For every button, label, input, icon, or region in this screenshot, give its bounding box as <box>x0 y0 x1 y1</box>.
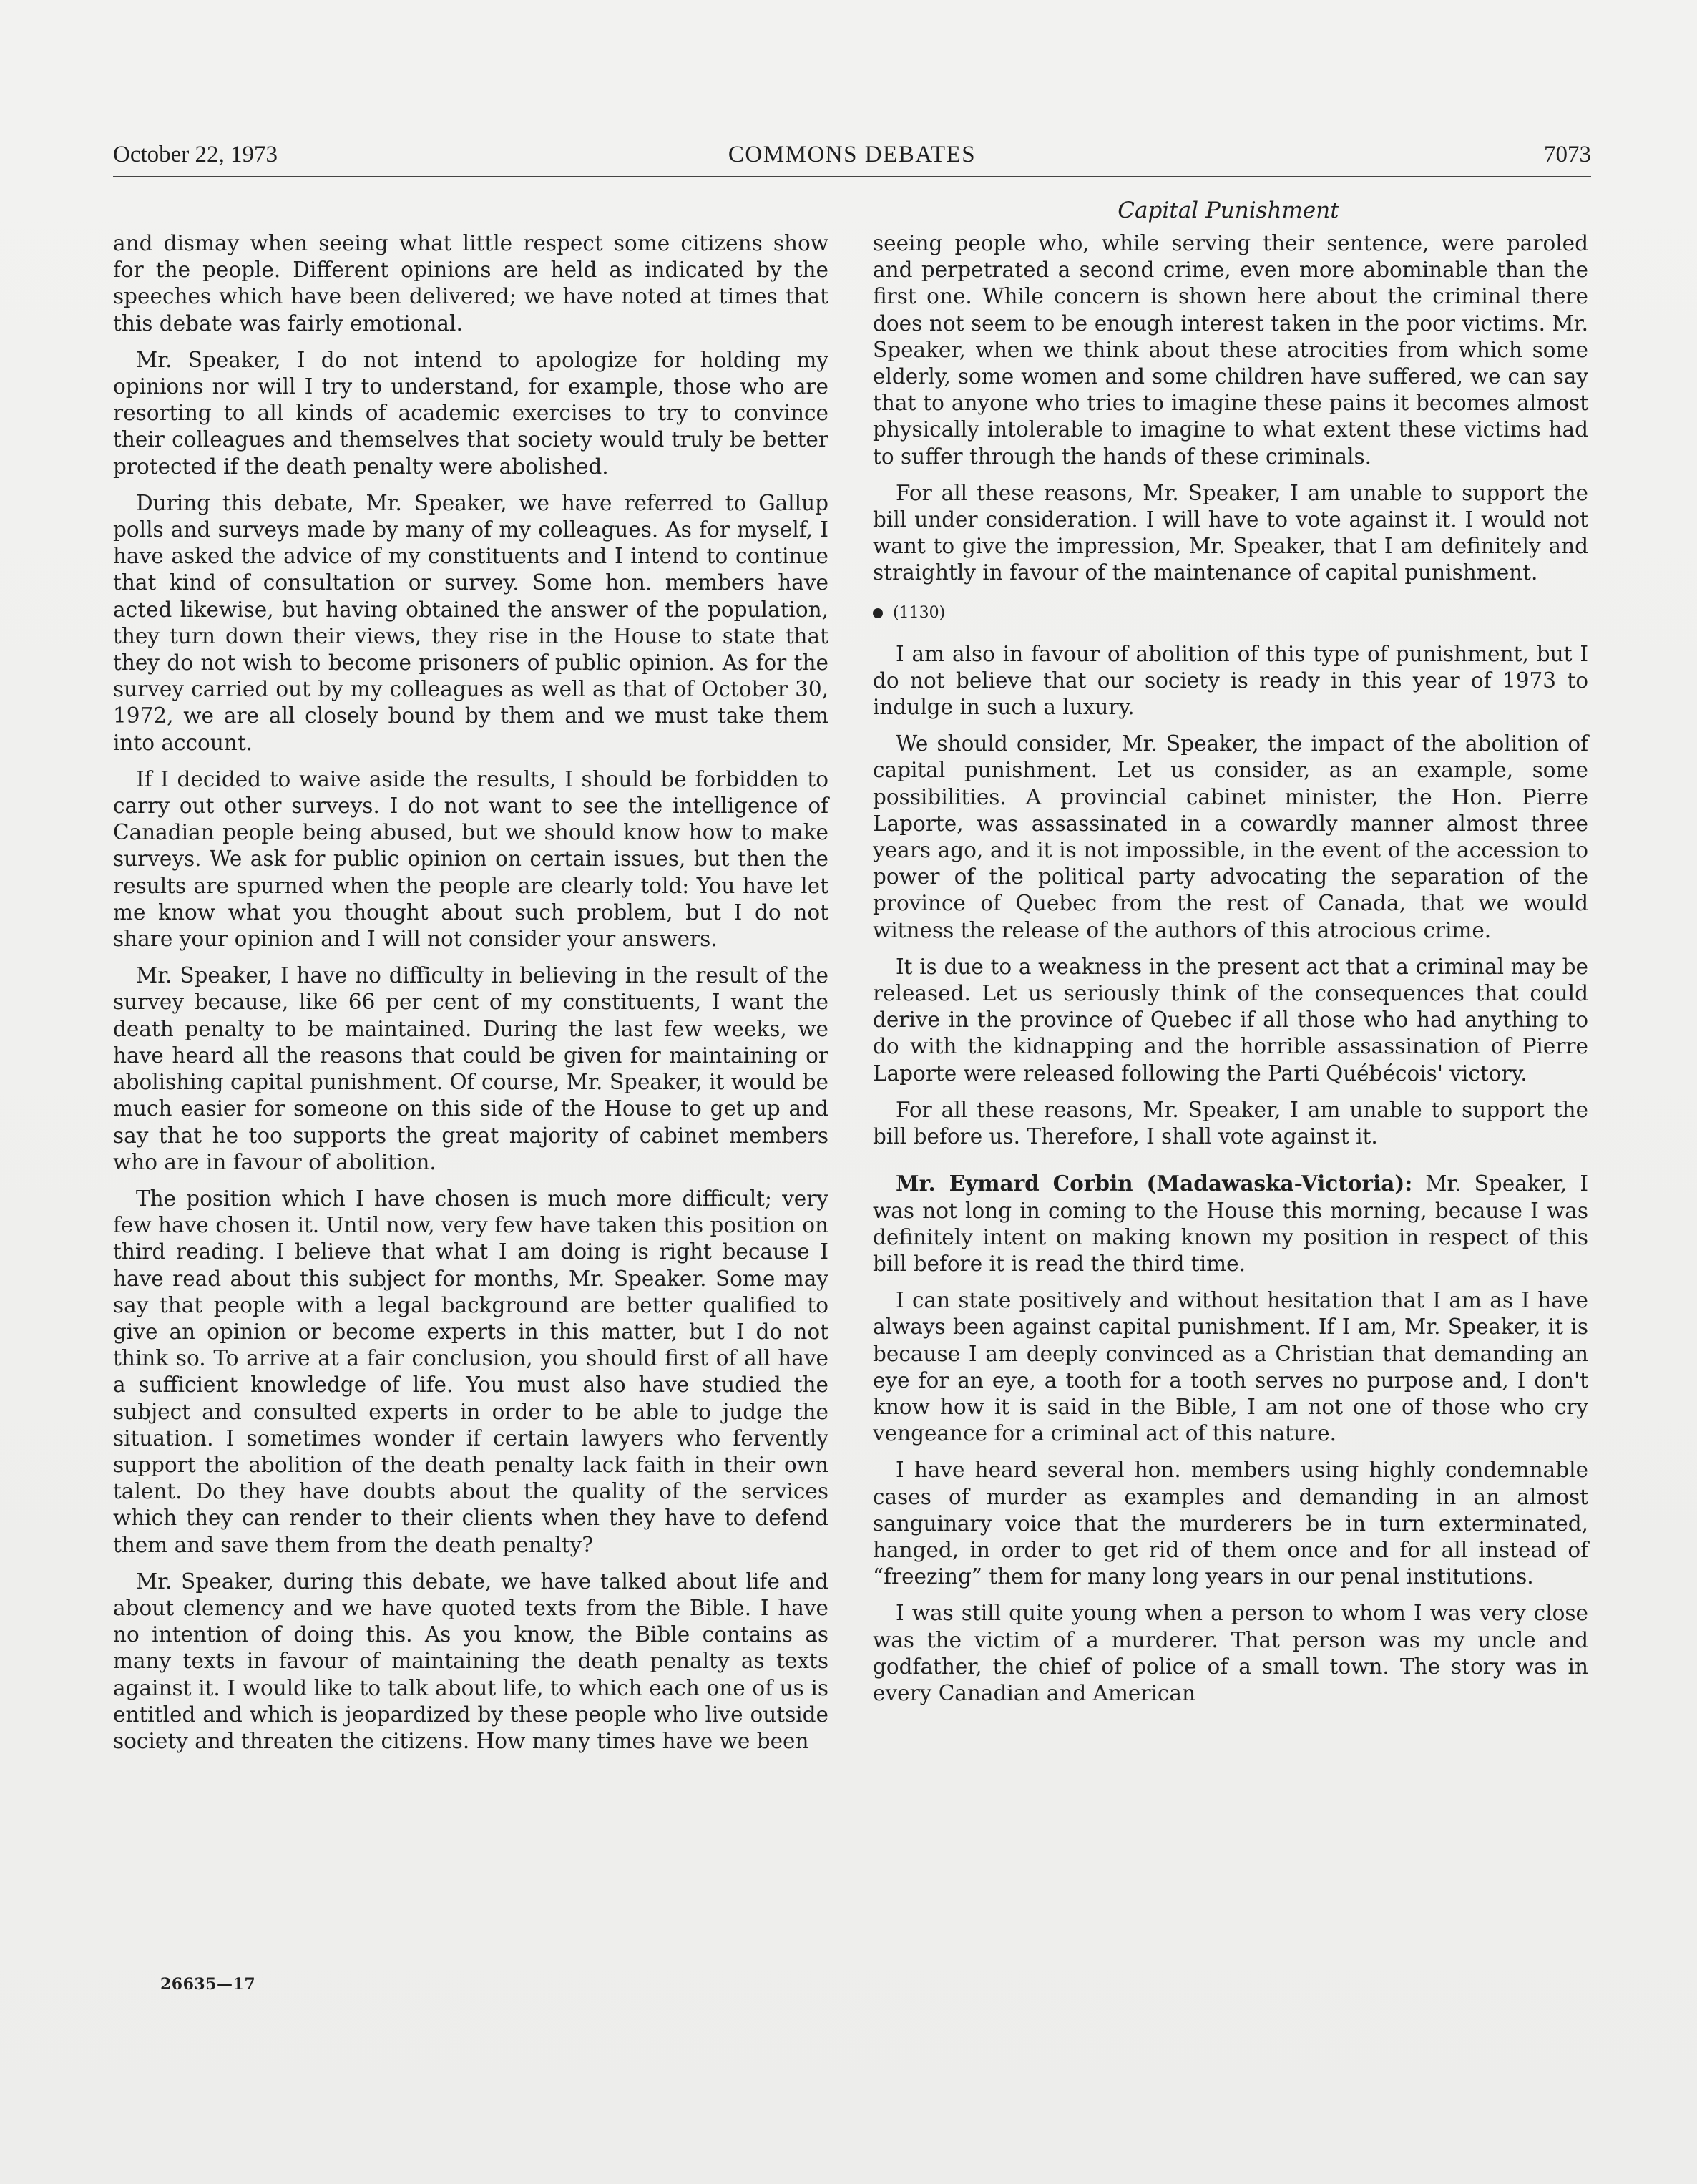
paragraph: It is due to a weakness in the present act that a criminal may be released. Let us seriously think of the consequences that could derive in the province of Quebec if all those who had anything to do with the kidnapping and the horrible assassination of Pierre Laporte were released following the Parti Québécois' victory. <box>873 954 1588 1086</box>
time-marker-label: (1130) <box>893 603 946 622</box>
header-date: October 22, 1973 <box>113 142 278 167</box>
paragraph: If I decided to waive aside the results, I should be forbidden to carry out other surveys. I do not want to see the intelligence of Canadian people being abused, but we should know how to make surveys. We ask for public opinion on certain issues, but then the results are spurned when the people are clearly told: You have let me know what you thought about such problem, but I do not share your opinion and I will not consider your answers. <box>113 766 828 952</box>
paragraph: I was still quite young when a person to whom I was very close was the victim of a murderer. That person was my uncle and godfather, the chief of police of a small town. The story was in every Canadian and American <box>873 1601 1588 1705</box>
paragraph: seeing people who, while serving their sentence, were paroled and perpetrated a second crime, even more abominable than the first one. While concern is shown here about the criminal there does not seem to be enough interest taken in the poor victims. Mr. Speaker, when we think about these atrocities from which some elderly, some women and some children have suffered, we can say that to anyone who tries to imagine these pains it becomes almost physically intolerable to imagine to what extent these victims had to suffer through the hands of these criminals. <box>873 231 1588 469</box>
paragraph: Mr. Speaker, I have no difficulty in believing in the result of the survey because, like 66 per cent of my constituents, I want the death penalty to be maintained. During the last few weeks, we have heard all the reasons that could be given for maintaining or abolishing capital punishment. Of course, Mr. Speaker, it would be much easier for someone on this side of the House to get up and say that he too supports the great majority of cabinet members who are in favour of abolition. <box>113 963 828 1174</box>
page-header <box>113 140 1591 177</box>
paragraph: I can state positively and without hesitation that I am as I have always been against capital punishment. If I am, Mr. Speaker, it is because I am deeply convinced as a Christian that demanding an eye for an eye, a tooth for a tooth serves no purpose and, I don't know how it is said in the Bible, I am not one of those who cry vengeance for a criminal act of this nature. <box>873 1288 1588 1446</box>
paragraph: Mr. Speaker, during this debate, we have talked about life and about clemency and we have quoted texts from the Bible. I have no intention of doing this. As you know, the Bible contains as many texts in favour of maintaining the death penalty as texts against it. I would like to talk about life, to which each one of us is entitled and which is jeopardized by these people who live outside society and threaten the citizens. How many times have we been <box>113 1569 828 1753</box>
time-marker <box>873 603 1588 624</box>
speaker-name: Mr. Eymard Corbin (Madawaska-Victoria): <box>896 1171 1413 1196</box>
bullet-dot-icon <box>873 608 883 618</box>
running-title: Capital Punishment <box>1118 198 1339 223</box>
paragraph: and dismay when seeing what little respect some citizens show for the people. Different opinions are held as indicated by the speeches which have been delivered; we have noted at times that this debate was fairly emotional. <box>113 231 828 336</box>
paragraph: We should consider, Mr. Speaker, the impact of the abolition of capital punishment. Let us consider, as an example, some possibilities. A provincial cabinet minister, the Hon. Pierre Laporte, was assassinated in a cowardly manner almost three years ago, and it is not impossible, in the event of the accession to power of the political party advocating the separation of the province of Quebec from the rest of Canada, that we would witness the release of the authors of this atrocious crime. <box>873 731 1588 942</box>
right-column <box>873 230 1588 1717</box>
paragraph: For all these reasons, Mr. Speaker, I am unable to support the bill under consideration. I will have to vote against it. I would not want to give the impression, Mr. Speaker, that I am definitely and straightly in favour of the maintenance of capital punishment. <box>873 480 1588 585</box>
speaker-text: Mr. Speaker, I was not long in coming to the House this morning, because I was definitely intent on making known my position in respect of this bill before it is read the third time. <box>873 1171 1588 1276</box>
paragraph: I am also in favour of abolition of this type of punishment, but I do not believe that our society is ready in this year of 1973 to indulge in such a luxury. <box>873 641 1588 720</box>
paragraph: I have heard several hon. members using highly condemnable cases of murder as examples and demanding in an almost sanguinary voice that the murderers be in turn exterminated, hanged, in order to get rid of them once and for all instead of “freezing” them for many long years in our penal institutions. <box>873 1458 1588 1589</box>
header-page-number: 7073 <box>1544 142 1591 167</box>
paragraph: Mr. Speaker, I do not intend to apologize for holding my opinions nor will I try to understand, for example, those who are resorting to all kinds of academic exercises to try to convince their colleagues and themselves that society would truly be better protected if the death penalty were abolished. <box>113 347 828 479</box>
footnote-code: 26635—17 <box>160 1975 256 1994</box>
paragraph: During this debate, Mr. Speaker, we have referred to Gallup polls and surveys made by many of my colleagues. As for myself, I have asked the advice of my constituents and I intend to continue that kind of consultation or survey. Some hon. members have acted likewise, but having obtained the answer of the population, they turn down their views, they rise in the House to state that they do not wish to become prisoners of public opinion. As for the survey carried out by my colleagues as well as that of October 30, 1972, we are all closely bound by them and we must take them into account. <box>113 490 828 755</box>
paragraph: For all these reasons, Mr. Speaker, I am unable to support the bill before us. Therefore, I shall vote against it. <box>873 1097 1588 1149</box>
speaker-paragraph <box>873 1170 1588 1277</box>
paragraph: The position which I have chosen is much more difficult; very few have chosen it. Until now, very few have taken this position on third reading. I believe that what I am doing is right because I have read about this subject for months, Mr. Speaker. Some may say that people with a legal background are better qualified to give an opinion or become experts in this matter, but I do not think so. To arrive at a fair conclusion, you should first of all have a sufficient knowledge of life. You must also have studied the subject and consulted experts in order to be able to judge the situation. I sometimes wonder if certain lawyers who fervently support the abolition of the death penalty lack faith in their own talent. Do they have doubts about the quality of the services which they can render to their clients when they have to defend them and save them from the death penalty? <box>113 1186 828 1557</box>
header-title: COMMONS DEBATES <box>728 142 977 167</box>
left-column <box>113 230 828 1765</box>
